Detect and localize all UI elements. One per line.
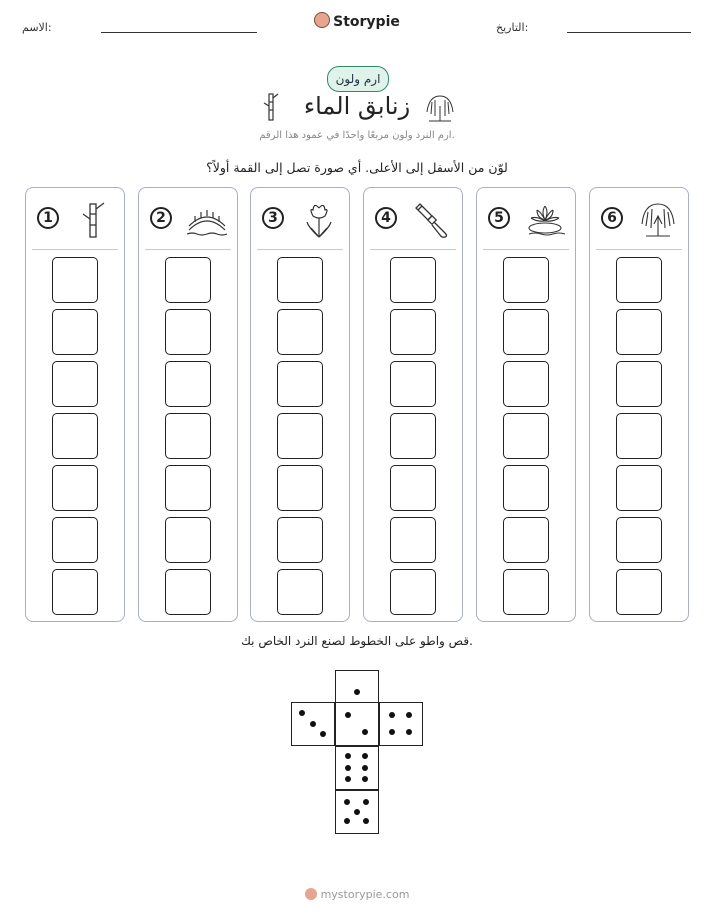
dice-face-4 [379, 702, 423, 746]
willow-tree-icon [423, 92, 457, 122]
color-square[interactable] [390, 361, 436, 407]
column-5 [476, 187, 576, 622]
dice-face-3 [291, 702, 335, 746]
color-square[interactable] [616, 413, 662, 459]
date-label: التاريخ: [496, 21, 529, 34]
color-square[interactable] [277, 257, 323, 303]
color-square[interactable] [390, 257, 436, 303]
storypie-logo-icon [314, 12, 330, 28]
color-square[interactable] [616, 257, 662, 303]
color-square[interactable] [277, 309, 323, 355]
dice-pip [406, 729, 412, 735]
paintbrush-icon [412, 200, 452, 240]
name-line[interactable] [101, 32, 257, 33]
footer-logo-icon [305, 888, 317, 900]
brand-logo [0, 12, 714, 30]
question: لوّن من الأسفل إلى الأعلى. أي صورة تصل إلى القمة أولاً؟ [206, 160, 508, 175]
column-divider [596, 249, 682, 250]
color-square[interactable] [165, 257, 211, 303]
color-square[interactable] [503, 413, 549, 459]
dice-pip [344, 799, 350, 805]
page-title [0, 92, 714, 120]
color-square[interactable] [52, 413, 98, 459]
dice-pip [345, 776, 351, 782]
color-square[interactable] [277, 465, 323, 511]
dice-pip [354, 809, 360, 815]
color-square[interactable] [616, 465, 662, 511]
color-square[interactable] [165, 465, 211, 511]
dice-pip [363, 799, 369, 805]
column-divider [145, 249, 231, 250]
color-square[interactable] [503, 465, 549, 511]
column-number: 3 [262, 207, 284, 229]
column-divider [370, 249, 456, 250]
dice-pip [345, 765, 351, 771]
color-square[interactable] [390, 309, 436, 355]
column-number: 1 [37, 207, 59, 229]
color-square[interactable] [277, 569, 323, 615]
color-square[interactable] [503, 517, 549, 563]
color-square[interactable] [165, 569, 211, 615]
column-divider [483, 249, 569, 250]
color-square[interactable] [277, 361, 323, 407]
color-square[interactable] [503, 569, 549, 615]
dice-pip [363, 818, 369, 824]
column-divider [32, 249, 118, 250]
dice-pip [345, 753, 351, 759]
color-square[interactable] [165, 517, 211, 563]
dice-pip [344, 818, 350, 824]
bamboo-icon [262, 92, 280, 122]
footer [0, 888, 714, 901]
color-square[interactable] [503, 361, 549, 407]
color-square[interactable] [390, 517, 436, 563]
dice-pip [362, 765, 368, 771]
color-square[interactable] [165, 361, 211, 407]
color-square[interactable] [390, 413, 436, 459]
dice-pip [362, 776, 368, 782]
color-square[interactable] [503, 257, 549, 303]
column-number: 2 [150, 207, 172, 229]
color-square[interactable] [52, 517, 98, 563]
column-number: 4 [375, 207, 397, 229]
dice-pip [320, 731, 326, 737]
bamboo-icon [74, 200, 114, 240]
flower-icon [299, 200, 339, 240]
name-label: الاسم: [22, 21, 52, 34]
color-square[interactable] [390, 465, 436, 511]
color-square[interactable] [616, 517, 662, 563]
water-lily-icon [525, 200, 565, 240]
color-square[interactable] [277, 517, 323, 563]
dice-pip [389, 729, 395, 735]
dice-pip [362, 753, 368, 759]
column-number: 6 [601, 207, 623, 229]
dice-face-2 [335, 702, 379, 746]
dice-instruction: قص واطو على الخطوط لصنع النرد الخاص بك. [241, 634, 473, 648]
footer-url: mystorypie.com [320, 888, 410, 901]
dice-pip [406, 712, 412, 718]
color-square[interactable] [52, 465, 98, 511]
color-square[interactable] [165, 413, 211, 459]
column-4 [363, 187, 463, 622]
color-square[interactable] [52, 569, 98, 615]
color-square[interactable] [616, 361, 662, 407]
dice-pip [362, 729, 368, 735]
bridge-icon [187, 200, 227, 240]
color-square[interactable] [390, 569, 436, 615]
dice-pip [299, 710, 305, 716]
color-square[interactable] [616, 309, 662, 355]
color-square[interactable] [277, 413, 323, 459]
dice-pip [310, 721, 316, 727]
column-2 [138, 187, 238, 622]
column-3 [250, 187, 350, 622]
color-square[interactable] [165, 309, 211, 355]
column-divider [257, 249, 343, 250]
color-square[interactable] [616, 569, 662, 615]
column-number: 5 [488, 207, 510, 229]
brand-name: Storypie [333, 14, 400, 30]
dice-face-6 [335, 746, 379, 790]
dice-pip [354, 689, 360, 695]
dice-face-5 [335, 790, 379, 834]
dice-pip [345, 712, 351, 718]
subtitle: ارم النرد ولون مربعًا واحدًا في عمود هذا الرقم. [259, 130, 455, 141]
color-square[interactable] [52, 257, 98, 303]
title-text: زنابق الماء [303, 92, 411, 120]
dice-pip [389, 712, 395, 718]
willow-tree-icon [638, 200, 678, 240]
date-line[interactable] [567, 32, 691, 33]
color-square[interactable] [52, 361, 98, 407]
color-square[interactable] [503, 309, 549, 355]
column-1 [25, 187, 125, 622]
activity-badge: ارم ولون [327, 66, 389, 92]
color-square[interactable] [52, 309, 98, 355]
column-6 [589, 187, 689, 622]
